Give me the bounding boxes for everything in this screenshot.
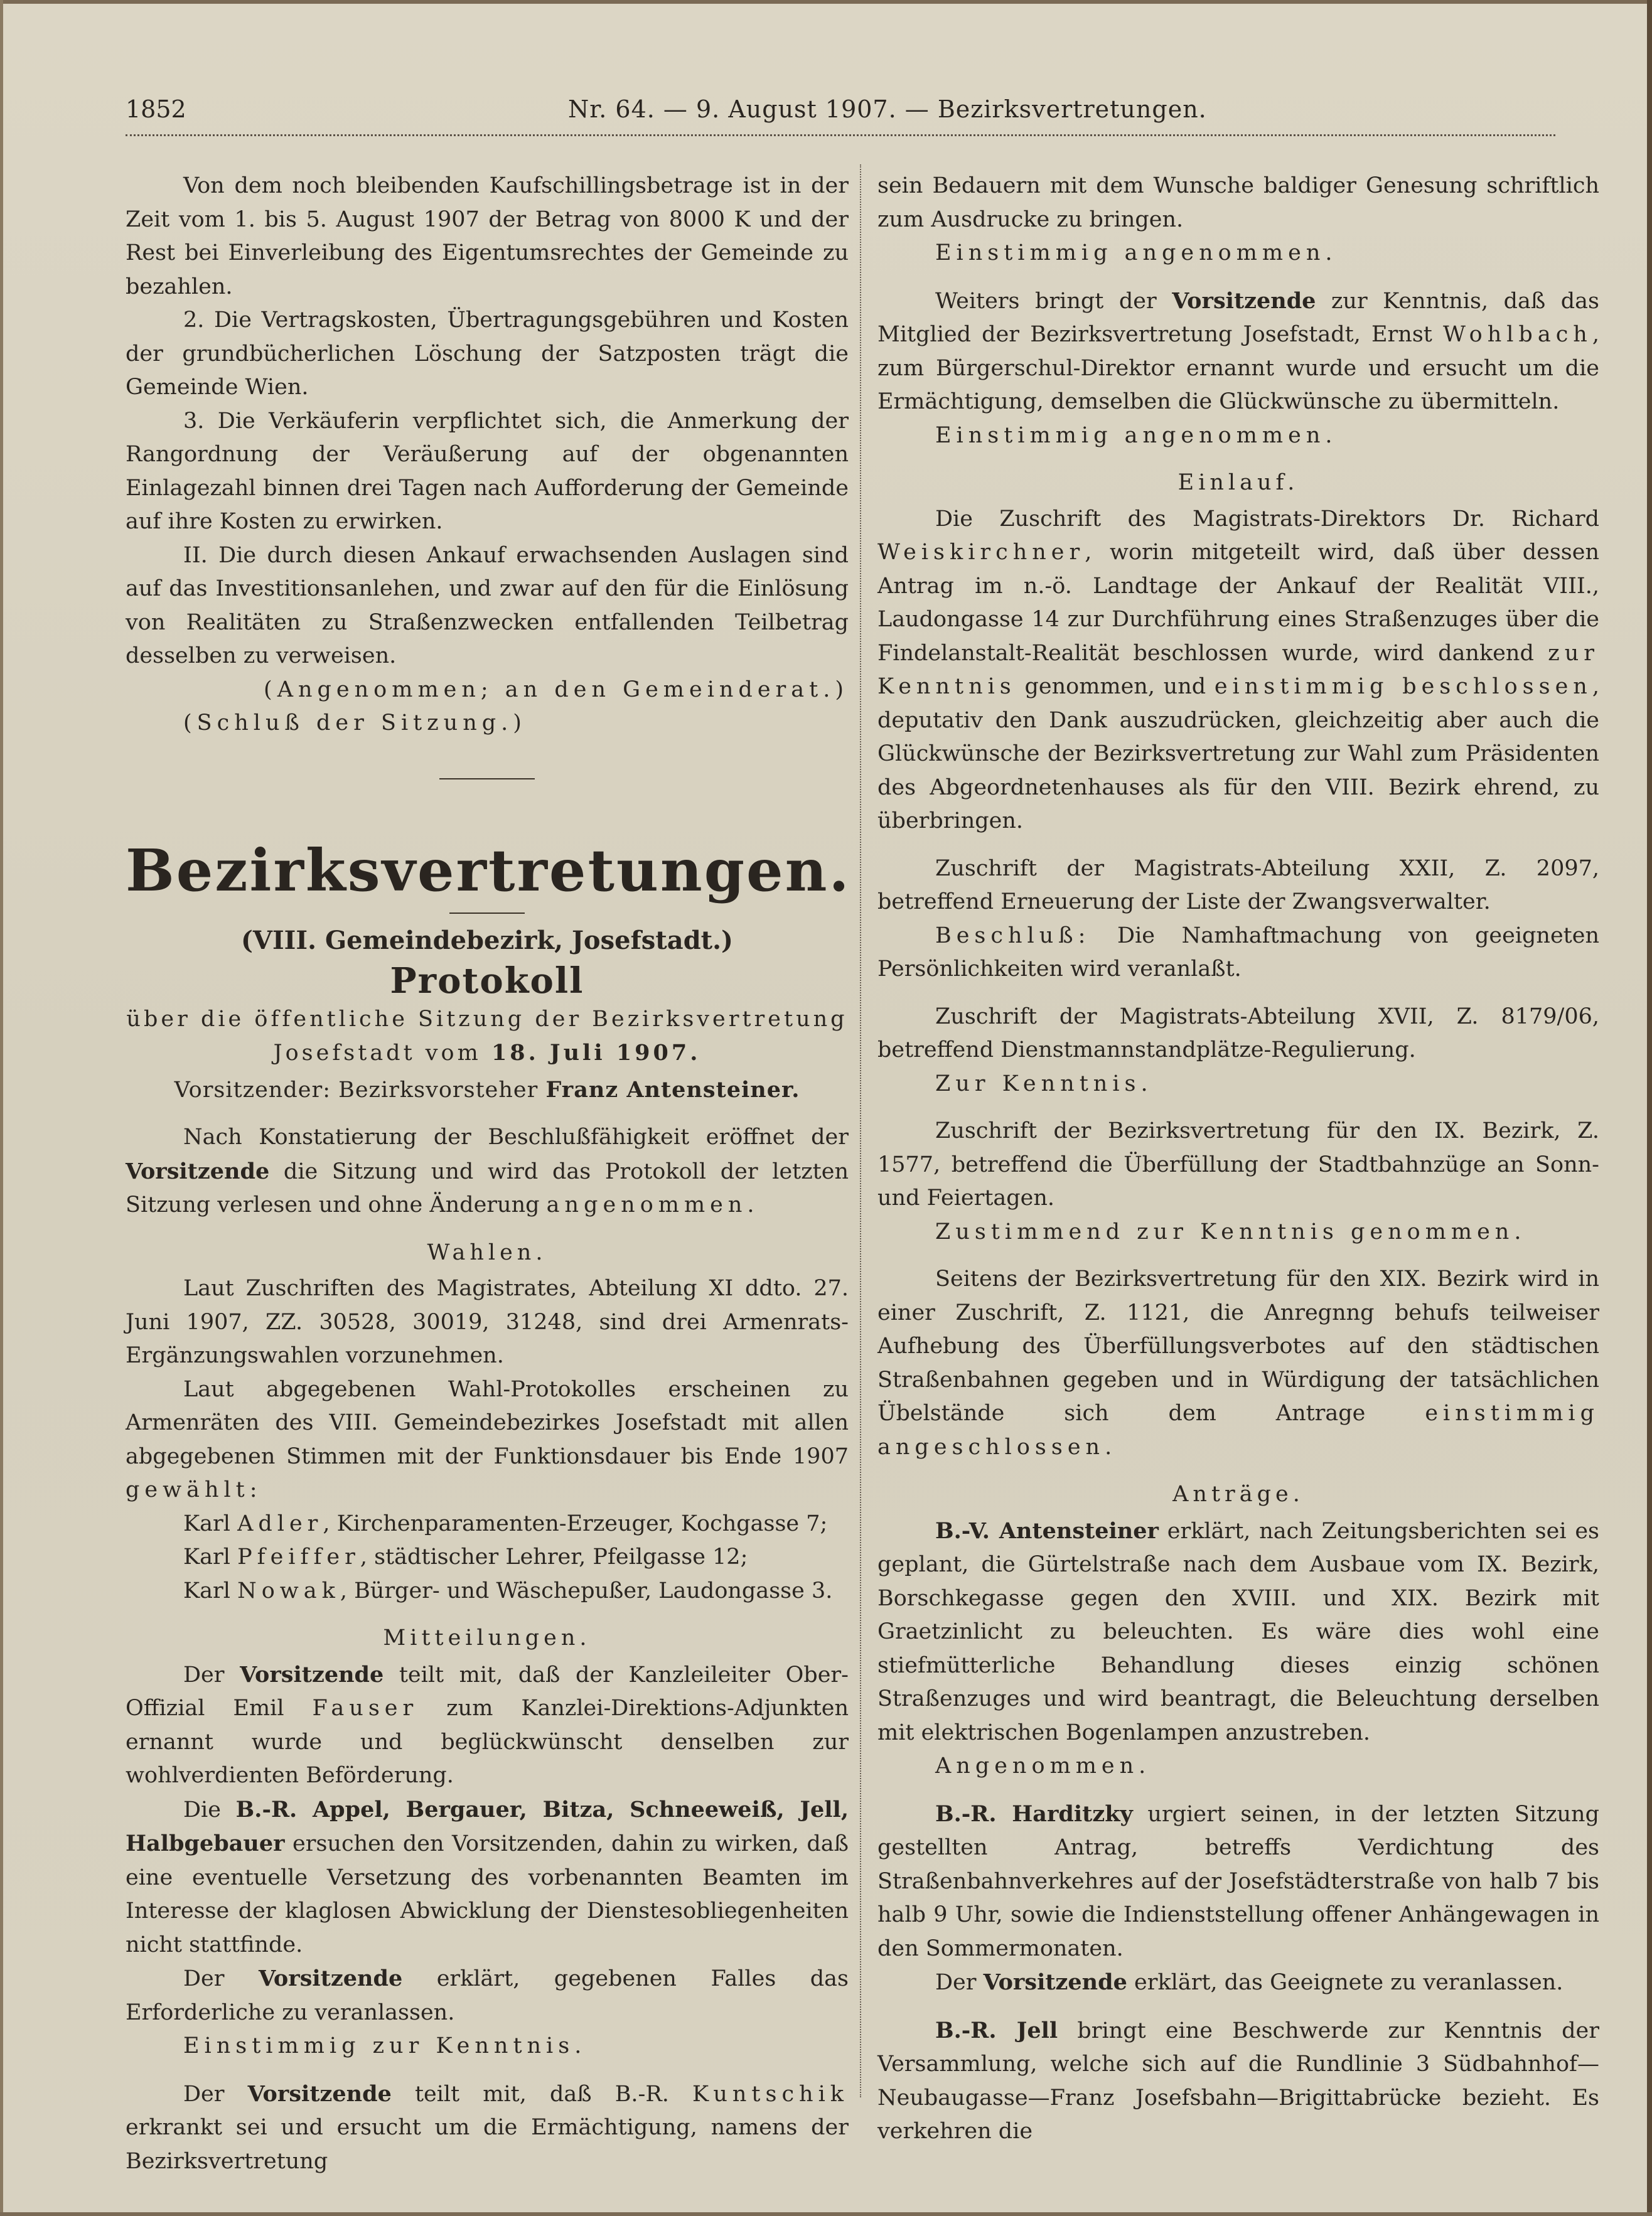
header-rule	[126, 134, 1555, 136]
paragraph	[877, 284, 1599, 419]
protokoll-date-line	[126, 1036, 849, 1071]
closing-note: (Schluß der Sitzung.)	[183, 710, 527, 736]
heading-mitteilungen: Mitteilungen.	[383, 1625, 591, 1651]
paragraph	[877, 1514, 1599, 1750]
column-divider	[860, 164, 861, 2097]
paragraph: Laut Zuschriften des Magistrates, Abteilung XI ddto. 27. Juni 1907, ZZ. 30528, 30019, 31248, sind drei Armenrats-Ergänzungswahlen vorzunehmen.	[126, 1276, 849, 1368]
paragraph	[126, 539, 849, 702]
text: Weiters bringt der	[935, 288, 1172, 314]
text: Laut abgegebenen Wahl-Protokolles erscheinen zu Armenräten des VIII. Gemeindebezirkes Josefstadt mit allen abgegebenen Stimmen mit der Funktionsdauer bis Ende 1907	[126, 1376, 849, 1469]
paragraph	[126, 1658, 849, 1793]
bold-text: B.-V. Antensteiner	[935, 1517, 1159, 1544]
text: teilt mit, daß B.-R.	[391, 2081, 692, 2107]
text: Seitens der Bezirksvertretung für den XIX. Bezirk wird in einer Zuschrift, Z. 1121, die Anregnng behufs teilweiser Aufhebung des Überfüllungsverbotes auf den städtischen Straßenbahnen gegeben und in Würdigung der tatsächlichen Übelstände sich dem Antrage	[877, 1266, 1599, 1426]
bold-text: B.-R. Jell	[935, 2017, 1058, 2043]
text: , zum Bürgerschul-Direktor ernannt wurde und ersucht um die Ermächtigung, demselben die Glückwünsche zu übermitteln.	[877, 322, 1599, 414]
heading-wahlen: Wahlen.	[427, 1239, 547, 1265]
text: Karl	[183, 1578, 238, 1603]
bold-text: B.-R. Harditzky	[935, 1801, 1133, 1827]
spacer	[126, 2063, 849, 2077]
spacer	[877, 2000, 1599, 2014]
text: erklärt, das Geeignete zu veranlassen.	[1127, 1970, 1564, 1995]
text: Nach Konstatierung der Beschlußfähigkeit eröffnet der	[183, 1125, 849, 1150]
paragraph: Zuschrift der Magistrats-Abteilung XXII, Z. 2097, betreffend Erneuerung der Liste der Zwangsverwalter.	[877, 855, 1599, 914]
spacer	[126, 1107, 849, 1121]
paragraph	[126, 2077, 849, 2179]
paragraph: Zuschrift der Magistrats-Abteilung XVII, Z. 8179/06, betreffend Dienstmannstandplätze-Regulierung.	[877, 1004, 1599, 1063]
person-name: Pfeiffer	[237, 1544, 360, 1570]
resolution: Einstimmig angenommen.	[935, 240, 1338, 265]
text: Die Namhaftmachung von geeigneten Persönlichkeiten wird veranlaßt.	[877, 923, 1599, 982]
text: , deputativ den Dank auszudrücken, gleichzeitig aber auch die Glückwünsche der Bezirksvertretung zur Wahl zum Präsidenten des Abgeordnetenhauses als für den VIII. Bezirk ehrend, zu überbringen.	[877, 674, 1599, 833]
spacer	[877, 987, 1599, 1000]
bold-text: Vorsitzende	[240, 1661, 384, 1688]
person-name: Weiskirchner	[877, 540, 1085, 565]
paragraph	[126, 1373, 849, 1507]
paragraph	[877, 2014, 1599, 2149]
text: Der	[935, 1970, 984, 1995]
spaced-text: gewählt:	[126, 1477, 262, 1502]
running-header: Nr. 64. — 9. August 1907. — Bezirksvertretungen.	[568, 95, 1207, 123]
text: Karl	[183, 1544, 238, 1570]
paragraph	[126, 1962, 849, 2030]
spacer	[877, 838, 1599, 852]
paragraph	[877, 503, 1599, 838]
spacer	[877, 270, 1599, 284]
spaced-text: einstimmig angeschlossen.	[877, 1401, 1599, 1460]
bold-text: B.-R. Appel, Bergauer, Bitza, Schneeweiß, Jell, Halbgebauer	[126, 1796, 849, 1856]
paragraph	[126, 1793, 849, 1962]
paragraph	[877, 919, 1599, 987]
spacer	[877, 1784, 1599, 1797]
person-name: Kuntschik	[692, 2081, 849, 2107]
page-edge-bottom	[0, 2212, 1652, 2216]
text: die Sitzung und wird das Protokoll der letzten Sitzung verlesen und ohne Änderung	[126, 1159, 849, 1218]
paragraph: 3. Die Verkäuferin verpflichtet sich, die Anmerkung der Rangordnung der Veräußerung auf der obgenannten Einlagezahl binnen drei Tagen nach Aufforderung der Gemeinde auf ihre Kosten zu erwirken.	[126, 408, 849, 534]
spaced-text: einstimmig beschlossen	[1214, 674, 1592, 699]
person-name: Adler	[237, 1511, 323, 1536]
resolution: Einstimmig angenommen.	[935, 422, 1338, 448]
text: genommen, und	[1016, 674, 1215, 699]
bold-text: Vorsitzende	[126, 1158, 270, 1184]
page-edge-left	[0, 0, 3, 2216]
person-name: Nowak	[237, 1578, 340, 1603]
text: zum Kanzlei-Direktions-Adjunkten ernannt wurde und beglückwünscht denselben zur wohlverdienten Beförderung.	[126, 1696, 849, 1788]
section-title: Bezirksvertretungen.	[126, 836, 851, 904]
list-item	[126, 1541, 849, 1575]
resolution: Zur Kenntnis.	[935, 1071, 1153, 1096]
paragraph: sein Bedauern mit dem Wunsche baldiger Genesung schriftlich zum Ausdrucke zu bringen.	[877, 173, 1599, 232]
protokoll-title: Protokoll	[390, 960, 584, 1002]
person-name: Wohlbach	[1443, 322, 1592, 347]
resolution-note: (Angenommen; an den Gemeinderat.)	[264, 677, 849, 702]
resolution: Angenommen.	[935, 1753, 1151, 1779]
text: Die	[183, 1797, 236, 1823]
bold-text: Vorsitzende	[1172, 287, 1316, 314]
title-rule	[449, 913, 525, 914]
text: erkrankt sei und ersucht um die Ermächtigung, namens der Bezirksvertretung	[126, 2115, 849, 2174]
text: urgiert seinen, in der letzten Sitzung gestellten Antrag, betreffs Verdichtung des Straßenbahnverkehres auf der Josefstädterstraße von halb 7 bis halb 9 Uhr, sowie die Indienststellung offener Anhängewagen in den Sommermonaten.	[877, 1801, 1599, 1961]
text: , Bürger- und Wäschepußer, Laudongasse 3.	[340, 1578, 833, 1603]
text: , Kirchenparamenten-Erzeuger, Kochgasse 7;	[323, 1511, 828, 1536]
paragraph: Von dem noch bleibenden Kaufschillingsbetrage ist in der Zeit vom 1. bis 5. August 1907 der Betrag von 8000 K und der Rest bei Einverleibung des Eigentumsrechtes der Gemeinde zu bezahlen.	[126, 173, 849, 299]
text: erklärt, gegebenen Falles das Erforderliche zu veranlassen.	[126, 1966, 849, 2025]
text: zur Kenntnis, daß das Mitglied der Bezirksvertretung Josefstadt, Ernst	[877, 288, 1599, 347]
spaced-text: Beschluß:	[935, 923, 1091, 948]
page-number: 1852	[126, 95, 186, 123]
spacer	[877, 1249, 1599, 1263]
heading-einlauf: Einlauf.	[1177, 470, 1299, 495]
paragraph	[126, 1121, 849, 1223]
paragraph: Zuschrift der Bezirksvertretung für den IX. Bezirk, Z. 1577, betreffend die Überfüllung der Stadtbahnzüge an Sonn- und Feiertagen.	[877, 1118, 1599, 1211]
text: Der	[183, 2081, 248, 2107]
protokoll-subtitle: über die öffentliche Sitzung der Bezirksvertretung	[126, 1006, 848, 1032]
spaced-text: zur Kenntnis	[877, 640, 1599, 699]
bold-text: Vorsitzende	[983, 1969, 1127, 1995]
list-item	[126, 1575, 849, 1608]
protokoll-date-prefix: Josefstadt vom	[273, 1041, 491, 1066]
paragraph	[877, 1263, 1599, 1464]
spaced-text: angenommen.	[546, 1192, 759, 1218]
resolution: Zustimmend zur Kenntnis genommen.	[935, 1219, 1526, 1244]
bold-text: Vorsitzende	[258, 1966, 403, 1991]
section-rule	[439, 778, 535, 779]
text: Die Zuschrift des Magistrats-Direktors Dr. Richard	[935, 506, 1599, 532]
chair-name: Franz Antensteiner.	[545, 1076, 800, 1103]
text: Der	[183, 1966, 259, 1991]
bold-text: Vorsitzende	[247, 2080, 392, 2107]
text: ersuchen den Vorsitzenden, dahin zu wirken, daß eine eventuelle Versetzung des vorbenannten Beamten im Interesse der klaglosen Abwicklung der Dienstesobliegenheiten nicht stattfinde.	[126, 1831, 849, 1957]
district-title: (VIII. Gemeindebezirk, Josefstadt.)	[241, 925, 733, 955]
chair-line	[126, 1073, 849, 1108]
text: bringt eine Beschwerde zur Kenntnis der Versammlung, welche sich auf die Rundlinie 3 Südbahnhof—Neubaugasse—Franz Josefsbahn—Brigittabrücke bezieht. Es verkehren die	[877, 2018, 1600, 2144]
text: , worin mitgeteilt wird, daß über dessen Antrag im n.-ö. Landtage der Ankauf der Realität VIII., Laudongasse 14 zur Durchführung eines Straßenzuges über die Findelanstalt-Realität beschlossen wurde, wird dankend	[877, 540, 1599, 666]
heading-antraege: Anträge.	[1172, 1482, 1304, 1507]
page-edge-right	[1647, 0, 1652, 2216]
paragraph: 2. Die Vertragskosten, Übertragungsgebühren und Kosten der grundbücherlichen Löschung der Satzposten trägt die Gemeinde Wien.	[126, 308, 849, 400]
spacer	[877, 1101, 1599, 1115]
text: erklärt, nach Zeitungsberichten sei es geplant, die Gürtelstraße nach dem Ausbaue vom IX. Bezirk, Borschkegasse gegen den XVIII. und XIX. Bezirk mit Graetzinlicht zu beleuchten. Es wäre dies wohl eine stiefmütterliche Behandlung dieses einzig schönen Straßenzuges und wird beantragt, die Beleuchtung derselben mit elektrischen Bogenlampen anzustreben.	[877, 1518, 1600, 1745]
person-name: Fauser	[312, 1696, 419, 1721]
text: teilt mit, daß der Kanzleileiter Ober-Offizial Emil	[126, 1662, 849, 1721]
text: Karl	[183, 1511, 238, 1536]
list-item	[126, 1507, 849, 1541]
paragraph	[877, 1797, 1599, 1966]
chair-label: Vorsitzender: Bezirksvorsteher	[174, 1077, 546, 1103]
page-edge-top	[0, 0, 1652, 4]
text: Der	[183, 1662, 240, 1688]
text: , städtischer Lehrer, Pfeilgasse 12;	[360, 1544, 748, 1570]
left-column	[126, 169, 849, 2178]
protokoll-date: 18. Juli 1907.	[491, 1040, 701, 1066]
paragraph	[877, 1966, 1599, 2000]
resolution: Einstimmig zur Kenntnis.	[183, 2033, 587, 2058]
right-column	[877, 169, 1599, 2149]
paragraph-text: II. Die durch diesen Ankauf erwachsenden Auslagen sind auf das Investitionsanlehen, und zwar auf den für die Einlösung von Realitäten zu Straßenzwecken entfallenden Teilbetrag desselben zu verweisen.	[126, 542, 849, 668]
